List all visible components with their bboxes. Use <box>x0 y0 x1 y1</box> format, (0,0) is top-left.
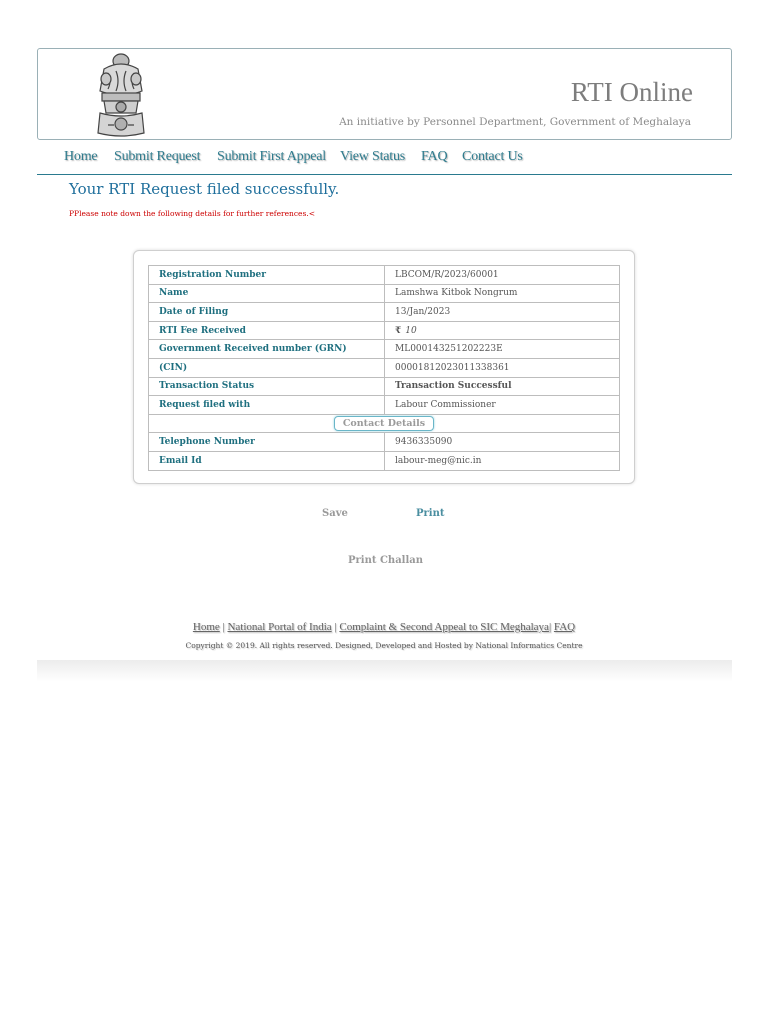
contact-details-cell <box>149 414 620 433</box>
table-row <box>149 358 620 377</box>
rti-fee-amount: 10 <box>405 325 417 336</box>
date-of-filing-value: 13/Jan/2023 <box>385 303 620 322</box>
reference-note: PPlease note down the following details for further references.< <box>69 209 316 218</box>
footer-links <box>0 621 768 633</box>
email-value: labour-meg@nic.in <box>385 451 620 470</box>
main-nav <box>37 142 732 175</box>
copyright-text: Copyright © 2019. All rights reserved. Designed, Developed and Hosted by National Informatics Centre <box>185 641 583 650</box>
request-details-panel <box>133 250 635 484</box>
footer-separator: | <box>334 621 337 633</box>
registration-number-value: LBCOM/R/2023/60001 <box>385 266 620 285</box>
nav-home[interactable]: Home <box>64 149 98 164</box>
cin-value: 00001812023011338361 <box>385 358 620 377</box>
success-message: Your RTI Request filed successfully. <box>69 180 340 198</box>
table-row <box>149 284 620 303</box>
rupee-icon: ₹ <box>395 325 402 336</box>
table-row <box>149 414 620 433</box>
transaction-status-value: Transaction Successful <box>385 377 620 396</box>
table-row <box>149 396 620 415</box>
table-row <box>149 340 620 359</box>
cin-label: (CIN) <box>149 358 385 377</box>
filed-with-value: Labour Commissioner <box>385 396 620 415</box>
email-label: Email Id <box>149 451 385 470</box>
grn-value: ML000143251202223E <box>385 340 620 359</box>
grn-label: Government Received number (GRN) <box>149 340 385 359</box>
rti-fee-label: RTI Fee Received <box>149 321 385 340</box>
contact-details-heading: Contact Details <box>334 416 434 431</box>
name-label: Name <box>149 284 385 303</box>
nav-view-status[interactable]: View Status <box>340 149 406 164</box>
table-row <box>149 303 620 322</box>
filed-with-label: Request filed with <box>149 396 385 415</box>
footer-link-complaint-appeal[interactable]: Complaint & Second Appeal to SIC Meghalaya <box>339 621 549 633</box>
rti-fee-value <box>385 321 620 340</box>
footer-link-faq[interactable]: FAQ <box>553 621 576 633</box>
print-button[interactable]: Print <box>416 508 445 519</box>
table-row <box>149 321 620 340</box>
nav-faq[interactable]: FAQ <box>421 149 448 164</box>
nav-submit-request[interactable]: Submit Request <box>114 149 201 164</box>
footer-separator: | <box>548 621 552 633</box>
print-challan-button[interactable]: Print Challan <box>348 555 424 566</box>
site-title: RTI Online <box>570 77 693 107</box>
date-of-filing-label: Date of Filing <box>149 303 385 322</box>
table-row <box>149 266 620 285</box>
save-button[interactable]: Save <box>322 508 348 519</box>
request-details-table <box>148 265 620 471</box>
footer-link-national-portal[interactable]: National Portal of India <box>227 621 332 633</box>
site-subtitle: An initiative by Personnel Department, Government of Meghalaya <box>339 116 691 128</box>
nav-contact-us[interactable]: Contact Us <box>462 149 523 164</box>
table-row <box>149 451 620 470</box>
registration-number-label: Registration Number <box>149 266 385 285</box>
telephone-label: Telephone Number <box>149 433 385 452</box>
footer-separator: | <box>222 621 225 633</box>
nav-submit-first-appeal[interactable]: Submit First Appeal <box>217 149 326 164</box>
name-value: Lamshwa Kitbok Nongrum <box>385 284 620 303</box>
footer-link-home[interactable]: Home <box>192 621 220 633</box>
table-row <box>149 433 620 452</box>
national-emblem-icon <box>90 51 152 139</box>
table-row <box>149 377 620 396</box>
telephone-value: 9436335090 <box>385 433 620 452</box>
footer-bar <box>37 660 732 682</box>
site-header <box>37 48 732 140</box>
transaction-status-label: Transaction Status <box>149 377 385 396</box>
